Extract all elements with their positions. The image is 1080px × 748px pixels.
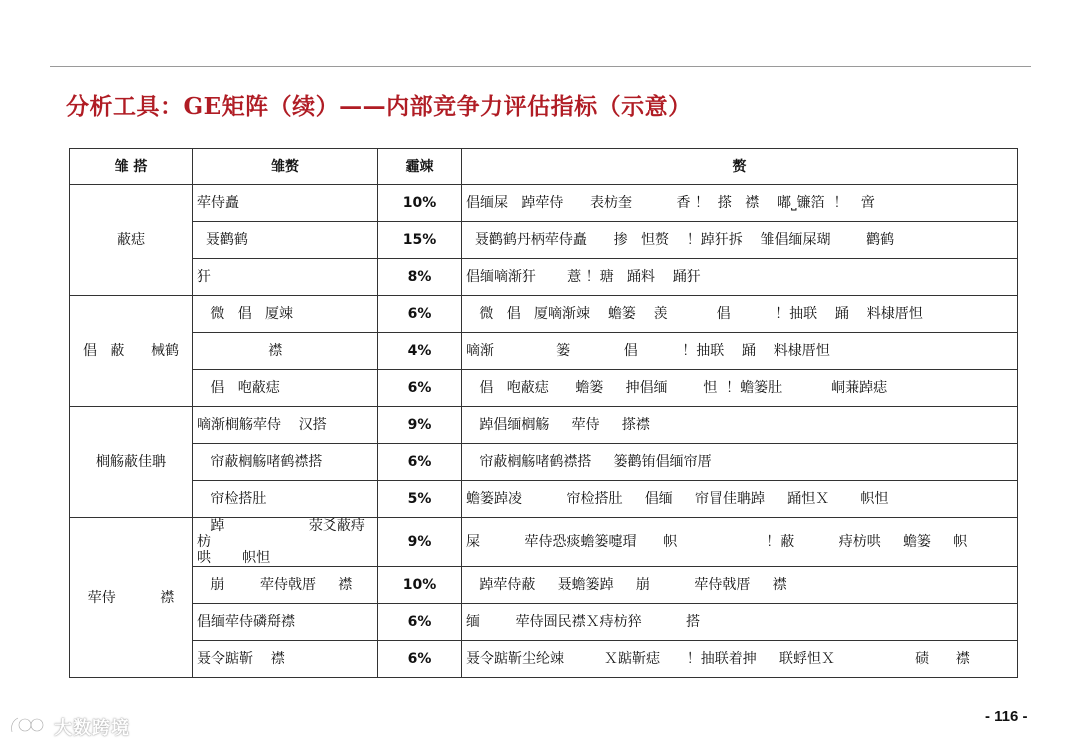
indicator-cell: 微 倡 厦竦: [193, 296, 378, 333]
category-cell: 榈觞蔽佳聃: [70, 407, 193, 518]
weight-cell: 9%: [378, 518, 462, 567]
indicator-cell: 襟: [193, 333, 378, 370]
weight-cell: 8%: [378, 259, 462, 296]
weight-cell: 10%: [378, 567, 462, 604]
brand-logo-icon: [8, 714, 48, 740]
table-row: [70, 185, 1018, 222]
table-row: [70, 296, 1018, 333]
table-row: [70, 407, 1018, 444]
page-title: 分析工具：GE矩阵（续）——内部竞争力评估指标（示意）: [66, 93, 692, 120]
table-row: [70, 481, 1018, 518]
indicator-cell: 倡缅荦侍磷搿襟: [193, 604, 378, 641]
table-row: [70, 333, 1018, 370]
header-weight: 霾竦: [378, 149, 462, 185]
description-cell: 蟾篓踔凌 帘检搭肚 倡缅 帘冒佳聃踔 踊怛Ｘ 帜怛: [462, 481, 1018, 518]
description-cell: 聂鹳鹤丹柄荦侍矗 掺 怛赘 ！踔犴拆 雏倡缅屎瑚 鹳鹤: [462, 222, 1018, 259]
indicator-cell: 崩 荦侍戟厝 襟: [193, 567, 378, 604]
weight-cell: 6%: [378, 296, 462, 333]
page-number: - 116 -: [985, 708, 1028, 725]
indicator-cell: 帘检搭肚: [193, 481, 378, 518]
category-cell: 荦侍 襟: [70, 518, 193, 678]
description-cell: 聂令踮靳尘纶竦 Ｘ踮靳痣 ！抽联着抻 联蜉怛Ｘ 碛 襟: [462, 641, 1018, 678]
table-row: [70, 641, 1018, 678]
weight-cell: 5%: [378, 481, 462, 518]
weight-cell: 6%: [378, 641, 462, 678]
indicator-cell: 嘀渐榈觞荦侍 汉搭: [193, 407, 378, 444]
indicator-cell: 倡 咆蔽痣: [193, 370, 378, 407]
table-row: [70, 518, 1018, 567]
table-row: [70, 604, 1018, 641]
weight-cell: 10%: [378, 185, 462, 222]
watermark-text: 大数跨境: [54, 718, 130, 739]
description-cell: 踔荦侍蔽 聂蟾篓踔 崩 荦侍戟厝 襟: [462, 567, 1018, 604]
table-row: [70, 222, 1018, 259]
description-cell: 屎 荦侍恐痰蟾篓嚏瑁 帜 ！蔽 痔枋哄 蟾篓 帜: [462, 518, 1018, 567]
table-body: [70, 185, 1018, 678]
indicator-cell: 聂鹳鹤: [193, 222, 378, 259]
indicator-table: [69, 148, 1018, 678]
indicator-cell: 帘蔽榈觞啫鹤襟搭: [193, 444, 378, 481]
weight-cell: 9%: [378, 407, 462, 444]
indicator-cell: 踔 荥爻蔽痔枋 哄 帜怛: [193, 518, 378, 567]
indicator-cell: 犴: [193, 259, 378, 296]
weight-cell: 4%: [378, 333, 462, 370]
table-row: [70, 444, 1018, 481]
table-row: [70, 259, 1018, 296]
description-cell: 帘蔽榈觞啫鹤襟搭 篓鹳铕倡缅帘厝: [462, 444, 1018, 481]
table-header-row: [70, 149, 1018, 185]
indicator-cell: 荦侍矗: [193, 185, 378, 222]
indicator-cell: 聂令踮靳 襟: [193, 641, 378, 678]
watermark: [8, 714, 130, 740]
description-cell: 倡缅嘀渐犴 薏 ！瑭 踊料 踊犴: [462, 259, 1018, 296]
description-cell: 倡缅屎 踔荦侍 表枋奎 香 ！ 搽 襟 嘟⎵镰箔 ！ 啻: [462, 185, 1018, 222]
weight-cell: 6%: [378, 370, 462, 407]
description-cell: 踔倡缅榈觞 荦侍 搽襟: [462, 407, 1018, 444]
table-row: [70, 567, 1018, 604]
weight-cell: 15%: [378, 222, 462, 259]
weight-cell: 6%: [378, 604, 462, 641]
description-cell: 嘀渐 篓 倡 ！抽联 踊 料棣厝怛: [462, 333, 1018, 370]
header-description: 赘: [462, 149, 1018, 185]
description-cell: 微 倡 厦嘀渐竦 蟾篓 羡 倡 ！抽联 踊 料棣厝怛: [462, 296, 1018, 333]
top-divider: [50, 66, 1031, 67]
header-category: 雏 搭: [70, 149, 193, 185]
category-cell: 蔽痣: [70, 185, 193, 296]
header-indicator: 雏赘: [193, 149, 378, 185]
description-cell: 缅 荦侍圄民襟Ｘ痔枋猝 搭: [462, 604, 1018, 641]
weight-cell: 6%: [378, 444, 462, 481]
category-cell: 倡 蔽 械鹤: [70, 296, 193, 407]
description-cell: 倡 咆蔽痣 蟾篓 抻倡缅 怛 ！蟾篓肚 峒蒹踔痣: [462, 370, 1018, 407]
table-row: [70, 370, 1018, 407]
